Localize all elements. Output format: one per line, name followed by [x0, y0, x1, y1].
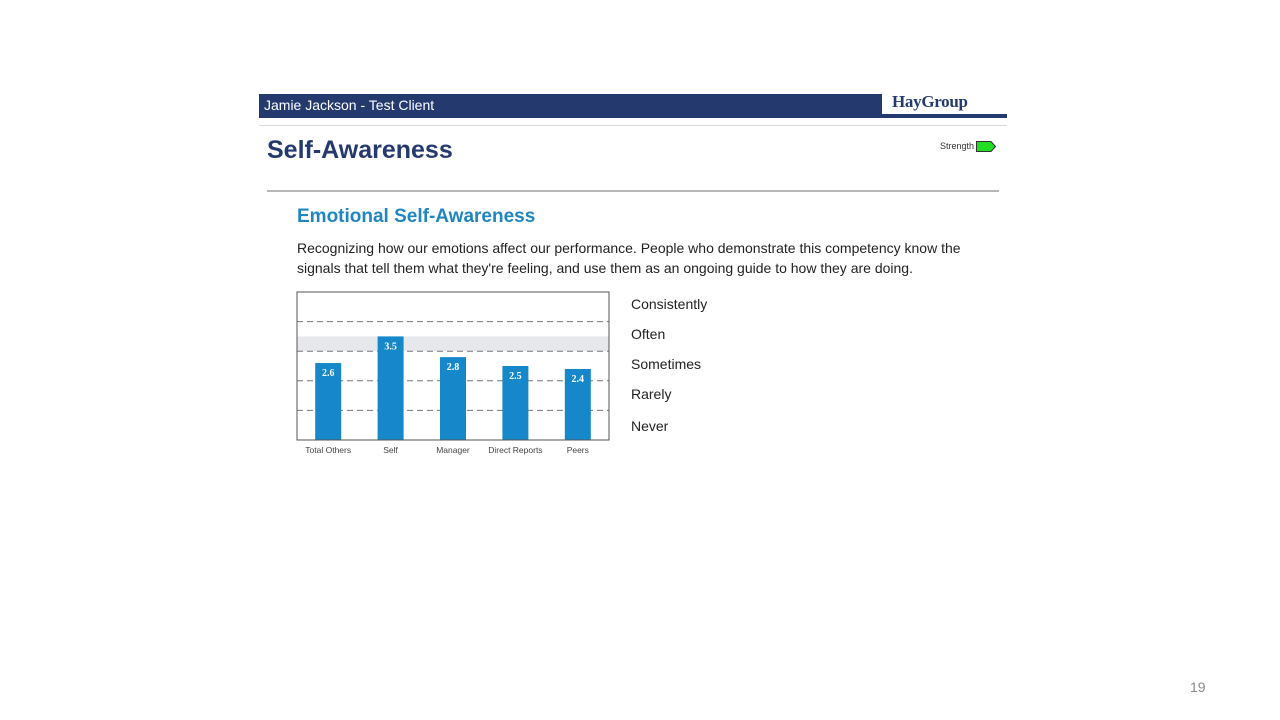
emotional-self-awareness-chart: [290, 288, 620, 460]
section-title: Emotional Self-Awareness: [297, 206, 536, 227]
strength-flag-icon: [976, 141, 996, 152]
category-label: Direct Reports: [488, 445, 543, 455]
bar-value-label: 2.4: [571, 373, 585, 385]
bar-value-label: 2.5: [509, 371, 522, 382]
bar-value-label: 2.6: [321, 368, 335, 380]
page-title: Self-Awareness: [267, 136, 453, 164]
scale-label: Rarely: [631, 386, 672, 402]
header-divider: [259, 125, 1007, 126]
scale-label: Sometimes: [631, 356, 702, 372]
scale-label: Never: [631, 418, 669, 434]
category-label: Manager: [436, 445, 470, 455]
category-label: Total Others: [305, 445, 352, 455]
scale-label: Consistently: [631, 296, 708, 312]
title-divider: [267, 190, 999, 192]
scale-label: Often: [631, 326, 666, 342]
header-underline: [259, 114, 1007, 118]
page-number: 19: [1190, 679, 1206, 695]
highlight-band: [297, 336, 609, 351]
bar-value-label: 3.5: [384, 341, 397, 353]
category-label: Self: [383, 445, 398, 455]
strength-legend-label: Strength: [940, 141, 975, 151]
bar-value-label: 2.8: [446, 362, 460, 374]
category-label: Peers: [566, 445, 589, 455]
section-description: Recognizing how our emotions affect our performance. People who demonstrate this competency know the signals that tell them what they're feeling, and use them as an ongoing guide to how they are doing.: [297, 240, 961, 276]
client-name: Jamie Jackson - Test Client: [264, 97, 435, 113]
haygroup-logo: HayGroup: [892, 92, 968, 111]
